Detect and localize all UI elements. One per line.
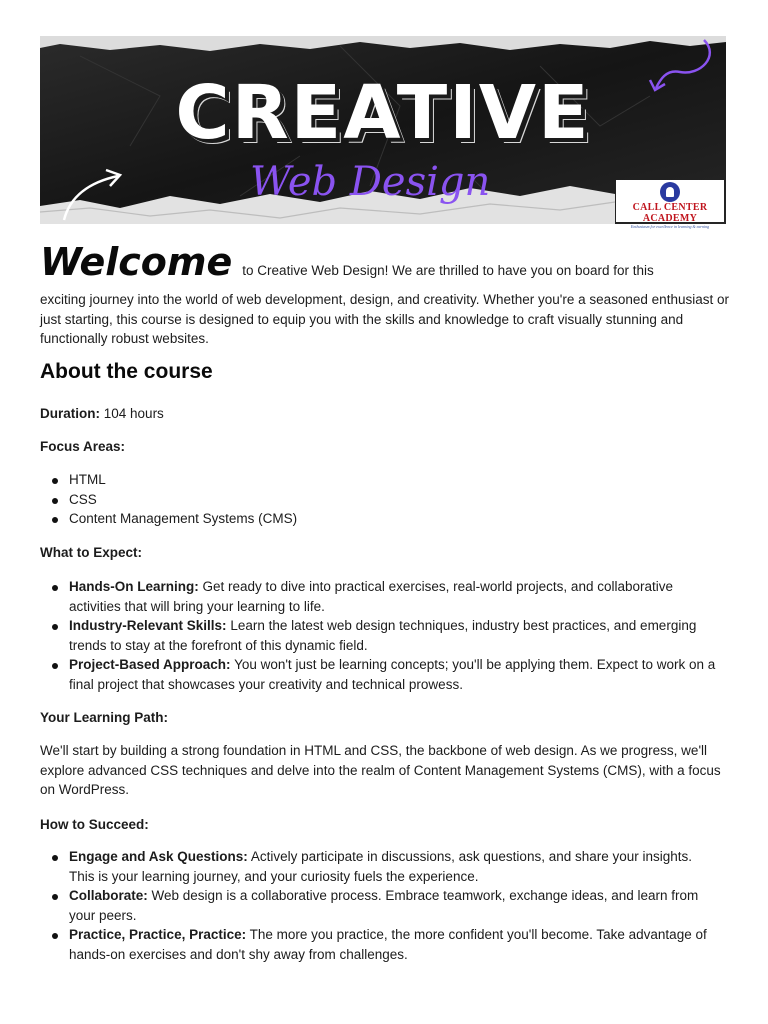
list-item: [40, 616, 720, 655]
list-item: [40, 655, 720, 694]
academy-emblem-icon: [660, 182, 680, 202]
banner-subtitle: Web Design: [250, 159, 491, 205]
focus-item-css: CSS: [69, 491, 97, 507]
expect-item-text: Learn the latest web design techniques, industry best practices, and emerging trends to stay at the forefront of this dynamic field.: [69, 618, 697, 653]
banner-title: CREATIVE: [175, 70, 591, 156]
duration-value: 104 hours: [103, 406, 164, 421]
expect-item-title: Hands-On Learning:: [69, 579, 199, 594]
logo-name: CALL CENTER ACADEMY: [632, 202, 708, 224]
list-item: [40, 847, 720, 886]
expect-item-title: Industry-Relevant Skills:: [69, 618, 227, 634]
list-item: [40, 577, 720, 616]
list-item: [40, 925, 720, 964]
learning-path-label-line: [40, 708, 730, 728]
duration-line: [40, 404, 730, 424]
expect-item-title: Project-Based Approach:: [69, 657, 231, 673]
succeed-item-text: Web design is a collaborative process. Embrace teamwork, exchange ideas, and learn from your peers.: [69, 888, 699, 923]
succeed-list: [40, 847, 720, 965]
expect-label-line: [40, 543, 730, 563]
succeed-label-line: [40, 815, 730, 835]
expect-label: What to Expect:: [40, 545, 143, 560]
succeed-item-text: The more you practice, the more confident you'll become. Take advantage of hands-on exercises and don't shy away from challenges.: [69, 927, 707, 962]
succeed-item-title: Collaborate:: [69, 888, 148, 904]
succeed-item-title: Practice, Practice, Practice:: [69, 927, 247, 943]
list-item: [40, 490, 720, 510]
succeed-item-title: Engage and Ask Questions:: [69, 849, 248, 864]
succeed-item-text: Actively participate in discussions, ask questions, and share your insights. This is your learning journey, and your curiosity fuels the experience.: [69, 849, 693, 884]
duration-label: Duration:: [40, 406, 100, 421]
welcome-line: [40, 240, 730, 284]
hero-banner: [40, 36, 726, 229]
learning-path-label: Your Learning Path:: [40, 710, 169, 725]
focus-label: Focus Areas:: [40, 439, 126, 454]
list-item: [40, 509, 720, 529]
logo-tagline: Enthusiasm for excellence in learning & earning: [630, 224, 710, 229]
list-item: [40, 470, 720, 490]
expect-item-text: Get ready to dive into practical exercises, real-world projects, and collaborative activities that will bring your learning to life.: [69, 579, 674, 614]
expect-item-text: You won't just be learning concepts; you'll be applying them. Expect to work on a final project that showcases your creativity and technical prowess.: [69, 657, 716, 692]
about-heading: About the course: [40, 360, 213, 383]
academy-logo: [616, 180, 724, 229]
succeed-label: How to Succeed:: [40, 817, 149, 832]
welcome-first-line: to Creative Web Design! We are thrilled to have you on board for this: [242, 263, 654, 278]
focus-item-cms: Content Management Systems (CMS): [69, 511, 298, 527]
focus-areas-label: [40, 437, 730, 457]
expect-list: [40, 577, 720, 695]
focus-areas-list: [40, 470, 720, 529]
learning-path-paragraph: We'll start by building a strong foundation in HTML and CSS, the backbone of web design. As we progress, we'll explore advanced CSS techniques and delve into the realm of Content Management Systems (CMS), with a focus on WordPress.: [40, 743, 721, 798]
focus-item-html: HTML: [69, 472, 106, 487]
welcome-paragraph: exciting journey into the world of web development, design, and creativity. Whether you're a seasoned enthusiast or just starting, this course is designed to equip you with the skills and knowledge to craft visually stunning and functionally robust websites.: [40, 292, 729, 347]
welcome-heading: Welcome: [40, 240, 233, 284]
list-item: [40, 886, 720, 925]
